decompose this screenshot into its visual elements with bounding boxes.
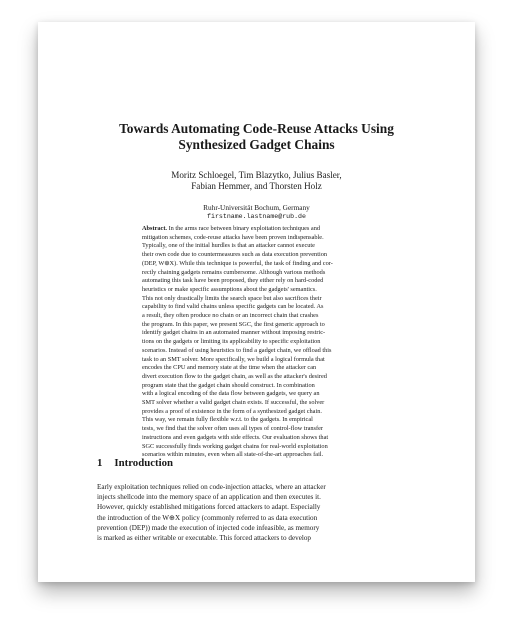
abstract-line: automating this task have been proposed, they either rely on hard-coded	[142, 277, 324, 285]
abstract-line: a result, they often produce no chain or an incorrect chain that crashes	[142, 312, 319, 320]
paper-title-line-1: Towards Automating Code-Reuse Attacks Using	[119, 121, 394, 136]
abstract-line: SGC successfully finds working gadget chains for real-world exploitation	[142, 442, 328, 450]
author-line-2: Fabian Hemmer, and Thorsten Holz	[191, 181, 322, 191]
abstract-line: This way, we remain fully flexible w.r.t. to the gadgets. In empirical	[142, 416, 313, 424]
abstract-line: Typically, one of the initial hurdles is that an attacker cannot execute	[142, 242, 315, 250]
abstract-line: tions on the gadgets or limiting its applicability to specific exploitation	[142, 338, 321, 346]
abstract-line: Abstract. In the arms race between binary exploitation techniques and	[142, 225, 321, 232]
paper-title	[38, 121, 475, 153]
abstract-line: the program. In this paper, we present SGC, the first generic approach to	[142, 320, 325, 328]
body-text	[97, 482, 415, 543]
abstract-line: heuristics or make specific assumptions about the gadgets' semantics.	[142, 285, 317, 293]
abstract-line: divert execution flow to the gadget chain, as well as the attacker's desired	[142, 372, 327, 380]
abstract-line: task to an SMT solver. More specifically, we build a logical formula that	[142, 355, 325, 363]
body-line: injects shellcode into the memory space of an application and then executes it.	[97, 493, 321, 502]
body-line: However, quickly established mitigations forced attackers to adapt. Especially	[97, 503, 321, 512]
affiliation-block	[38, 203, 475, 221]
section-title: Introduction	[114, 457, 174, 469]
abstract-lead: Abstract.	[142, 225, 168, 232]
abstract-line: SMT solver whether a valid gadget chain exists. If successful, the solver	[142, 399, 325, 407]
abstract-line: encodes the CPU and memory state at the time when the attacker can	[142, 364, 317, 372]
abstract-line: rectly chaining gadgets remains cumbersome. Although various methods	[142, 268, 326, 276]
paper-title-line-2: Synthesized Gadget Chains	[178, 137, 335, 152]
paper-page	[38, 22, 475, 582]
body-line: is marked as either writable or executable. This forced attackers to develop	[97, 534, 311, 543]
abstract-line: tests, we find that the solver often uses all types of control-flow transfer	[142, 425, 323, 433]
body-line: prevention (DEP)) made the execution of injected code infeasible, as memory	[97, 523, 320, 532]
abstract-line: identify gadget chains in an automated manner without imposing restric-	[142, 329, 326, 337]
abstract-line: mitigation schemes, code-reuse attacks have been proven indispensable.	[142, 233, 324, 241]
section-heading	[97, 457, 173, 470]
abstract-line: capability to find valid chains unless specific gadgets can be located. As	[142, 303, 324, 311]
body-line: Early exploitation techniques relied on code-injection attacks, where an attacker	[97, 483, 326, 491]
abstract-line: program state that the gadget chain should construct. In combination	[142, 381, 315, 389]
author-line-1: Moritz Schloegel, Tim Blazytko, Julius Basler,	[171, 170, 342, 180]
author-email: firstname.lastname@rub.de	[207, 213, 306, 220]
abstract-line: their own code due to countermeasures such as data execution prevention	[142, 251, 327, 259]
abstract-line: instructions and even gadgets with side effects. Our evaluation shows that	[142, 433, 329, 441]
author-list	[38, 170, 475, 192]
abstract-line: scenarios. Instead of using heuristics to find a gadget chain, we offload this	[142, 346, 332, 354]
abstract-line: This not only drastically limits the search space but also sacrifices their	[142, 294, 322, 302]
body-line: the introduction of the W⊕X policy (commonly referred to as data execution	[97, 513, 318, 522]
abstract-line: provides a proof of existence in the form of a synthesized gadget chain.	[142, 407, 322, 415]
abstract	[142, 225, 379, 460]
section-number: 1	[97, 457, 103, 469]
abstract-line: with a logical encoding of the data flow between gadgets, we query an	[142, 390, 320, 398]
abstract-line: scenarios within minutes, even when all state-of-the-art approaches fail.	[142, 451, 324, 459]
abstract-line: (DEP, W⊕X). While this technique is powerful, the task of finding and cor-	[142, 259, 333, 267]
affiliation: Ruhr-Universität Bochum, Germany	[203, 203, 310, 212]
